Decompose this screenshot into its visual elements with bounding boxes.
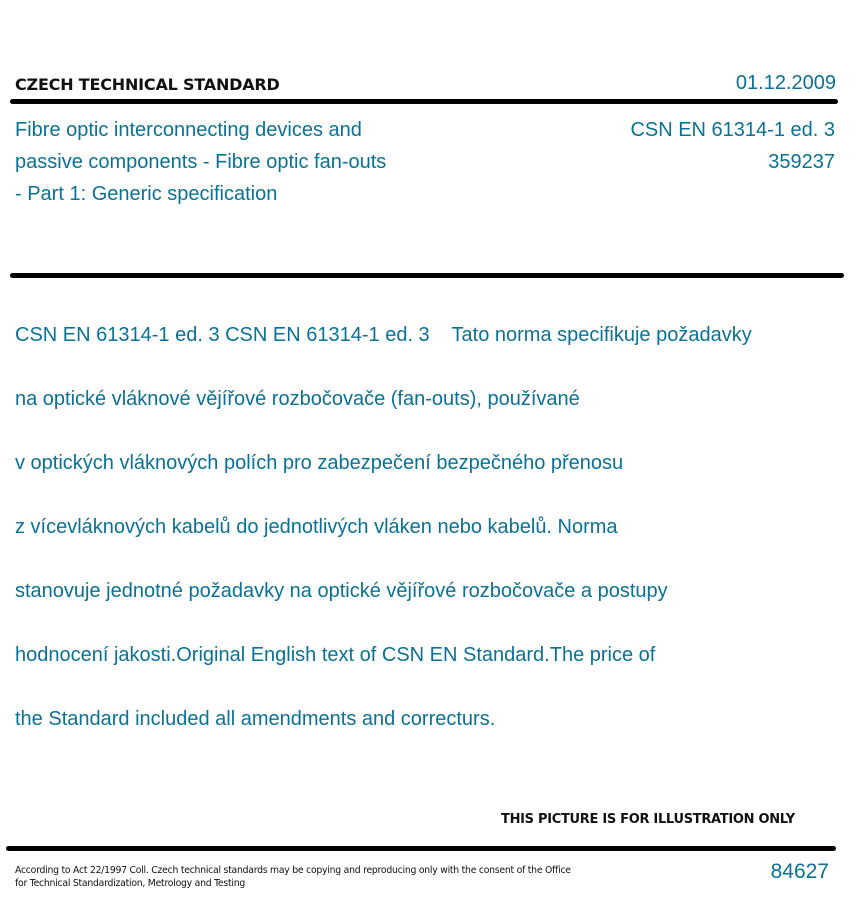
catalog-number: 359237 (768, 151, 835, 173)
document-id: 84627 (770, 860, 829, 883)
legal-line: for Technical Standardization, Metrology and Testing (15, 878, 246, 889)
description-line: stanovuje jednotné požadavky na optické vějířové rozbočovače a postupy (15, 580, 668, 602)
header-divider (10, 99, 838, 104)
description-line: hodnocení jakosti.Original English text of CSN EN Standard.The price of (15, 644, 656, 666)
standard-title (15, 114, 435, 210)
legal-notice (15, 864, 585, 890)
standard-code: CSN EN 61314-1 ed. 3 (630, 119, 835, 141)
publication-date: 01.12.2009 (735, 72, 836, 94)
description-line: v optických vláknových polích pro zabezpečení bezpečného přenosu (15, 452, 624, 474)
footer-divider (6, 846, 836, 851)
title-line: passive components - Fibre optic fan-outs (15, 151, 387, 173)
title-line: - Part 1: Generic specification (15, 183, 278, 205)
document-type-label: CZECH TECHNICAL STANDARD (15, 75, 280, 94)
description-line: CSN EN 61314-1 ed. 3 CSN EN 61314-1 ed. 3 Tato norma specifikuje požadavky (15, 324, 752, 346)
standard-identifiers (630, 114, 835, 178)
description-line: z vícevláknových kabelů do jednotlivých vláken nebo kabelů. Norma (15, 516, 618, 538)
illustration-disclaimer: THIS PICTURE IS FOR ILLUSTRATION ONLY (501, 812, 795, 827)
title-line: Fibre optic interconnecting devices and (15, 119, 362, 141)
description-line: na optické vláknové vějířové rozbočovače (fan-outs), používané (15, 388, 580, 410)
standard-description (15, 287, 835, 767)
legal-line: According to Act 22/1997 Coll. Czech technical standards may be copying and reproducing only with the consent of the Office (15, 865, 571, 876)
description-line: the Standard included all amendments and correcturs. (15, 708, 496, 730)
section-divider (10, 273, 844, 278)
